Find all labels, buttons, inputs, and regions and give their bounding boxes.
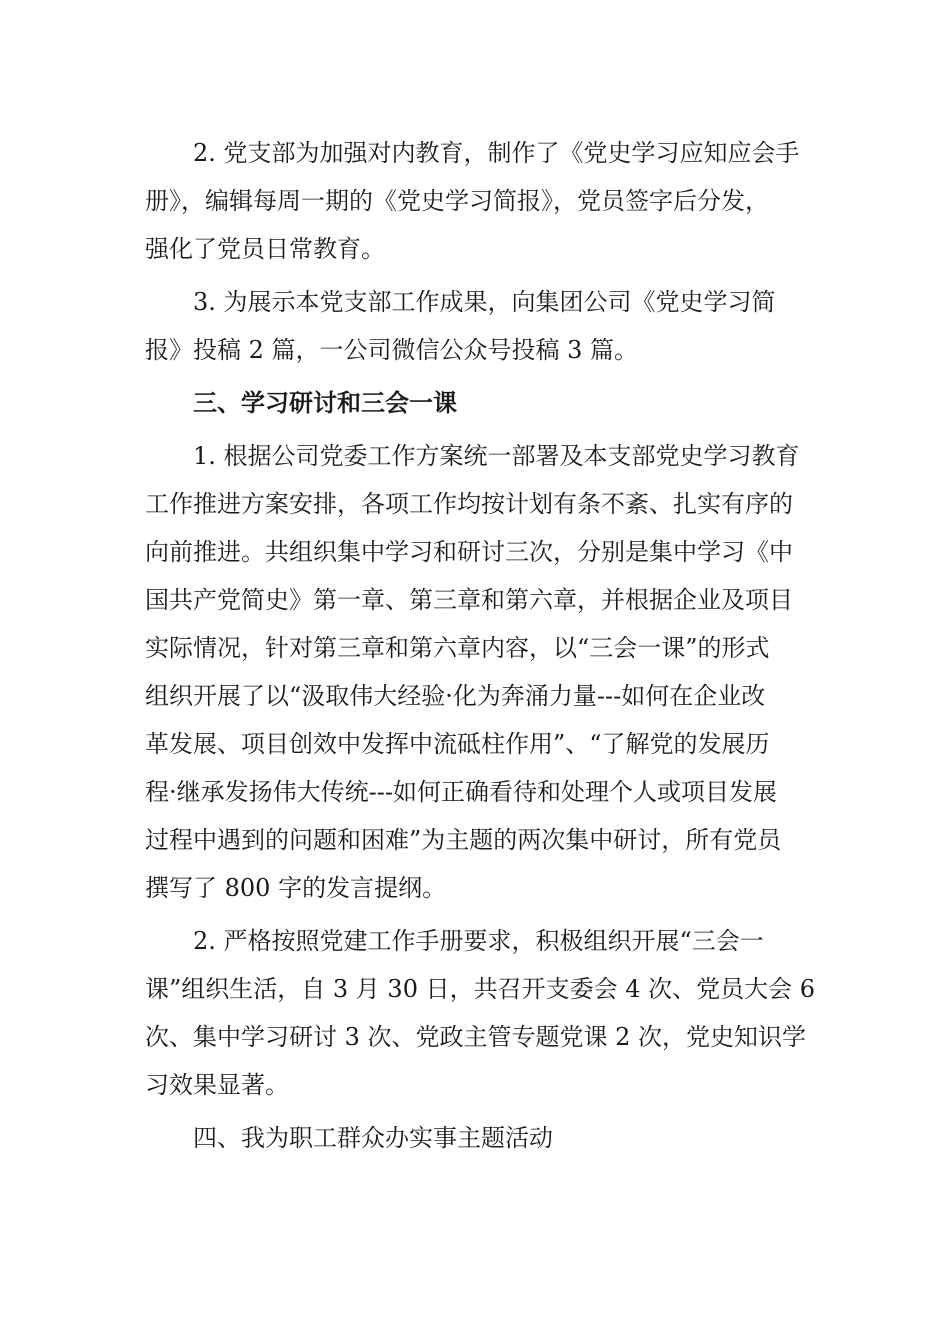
paragraph-text-line: 1. 根据公司党委工作方案统一部署及本支部党史学习教育 [145, 442, 800, 470]
section-heading-3 [145, 379, 805, 427]
paragraph-text-line: 革发展、项目创效中发挥中流砥柱作用”、“了解党的发展历 [145, 730, 770, 758]
paragraph-text-line: 向前推进。共组织集中学习和研讨三次，分别是集中学习《中 [145, 538, 793, 566]
paragraph-2-three-meetings [145, 917, 816, 1109]
paragraph-text-line: 过程中遇到的问题和困难”为主题的两次集中研讨，所有党员 [145, 826, 782, 854]
paragraph-2-handbook [145, 129, 805, 273]
paragraph-text-line: 3. 为展示本党支部工作成果，向集团公司《党史学习简 [145, 288, 776, 316]
paragraph-3-submissions [145, 278, 805, 374]
document-body [145, 129, 816, 1167]
paragraph-text-line: 撰写了 800 字的发言提纲。 [145, 874, 447, 902]
heading-text-line: 四、我为职工群众办实事主题活动 [145, 1124, 553, 1152]
section-heading-4 [145, 1114, 805, 1162]
paragraph-text-line: 工作推进方案安排，各项工作均按计划有条不紊、扎实有序的 [145, 490, 793, 518]
paragraph-text-line: 国共产党简史》第一章、第三章和第六章，并根据企业及项目 [145, 586, 793, 614]
paragraph-text-line: 实际情况，针对第三章和第六章内容，以“三会一课”的形式 [145, 634, 770, 662]
paragraph-text-line: 组织开展了以“汲取伟大经验·化为奔涌力量---如何在企业改 [145, 682, 766, 710]
paragraph-text-line: 程·继承发扬伟大传统---如何正确看待和处理个人或项目发展 [145, 778, 777, 806]
paragraph-text-line: 2. 党支部为加强对内教育，制作了《党史学习应知应会手 [145, 139, 800, 167]
paragraph-text-line: 2. 严格按照党建工作手册要求，积极组织开展“三会一 [145, 927, 764, 955]
paragraph-text-line: 册》，编辑每周一期的《党史学习简报》，党员签字后分发， [145, 187, 769, 215]
paragraph-text-line: 报》投稿 2 篇，一公司微信公众号投稿 3 篇。 [145, 336, 639, 364]
heading-text-line: 三、学习研讨和三会一课 [145, 389, 457, 417]
paragraph-1-study-sessions [145, 432, 805, 912]
paragraph-text-line: 习效果显著。 [145, 1071, 289, 1099]
paragraph-text-line: 次、集中学习研讨 3 次、党政主管专题党课 2 次，党史知识学 [145, 1023, 807, 1051]
paragraph-text-line: 课”组织生活，自 3 月 30 日，共召开支委会 4 次、党员大会 6 [145, 975, 816, 1003]
paragraph-text-line: 强化了党员日常教育。 [145, 235, 385, 263]
